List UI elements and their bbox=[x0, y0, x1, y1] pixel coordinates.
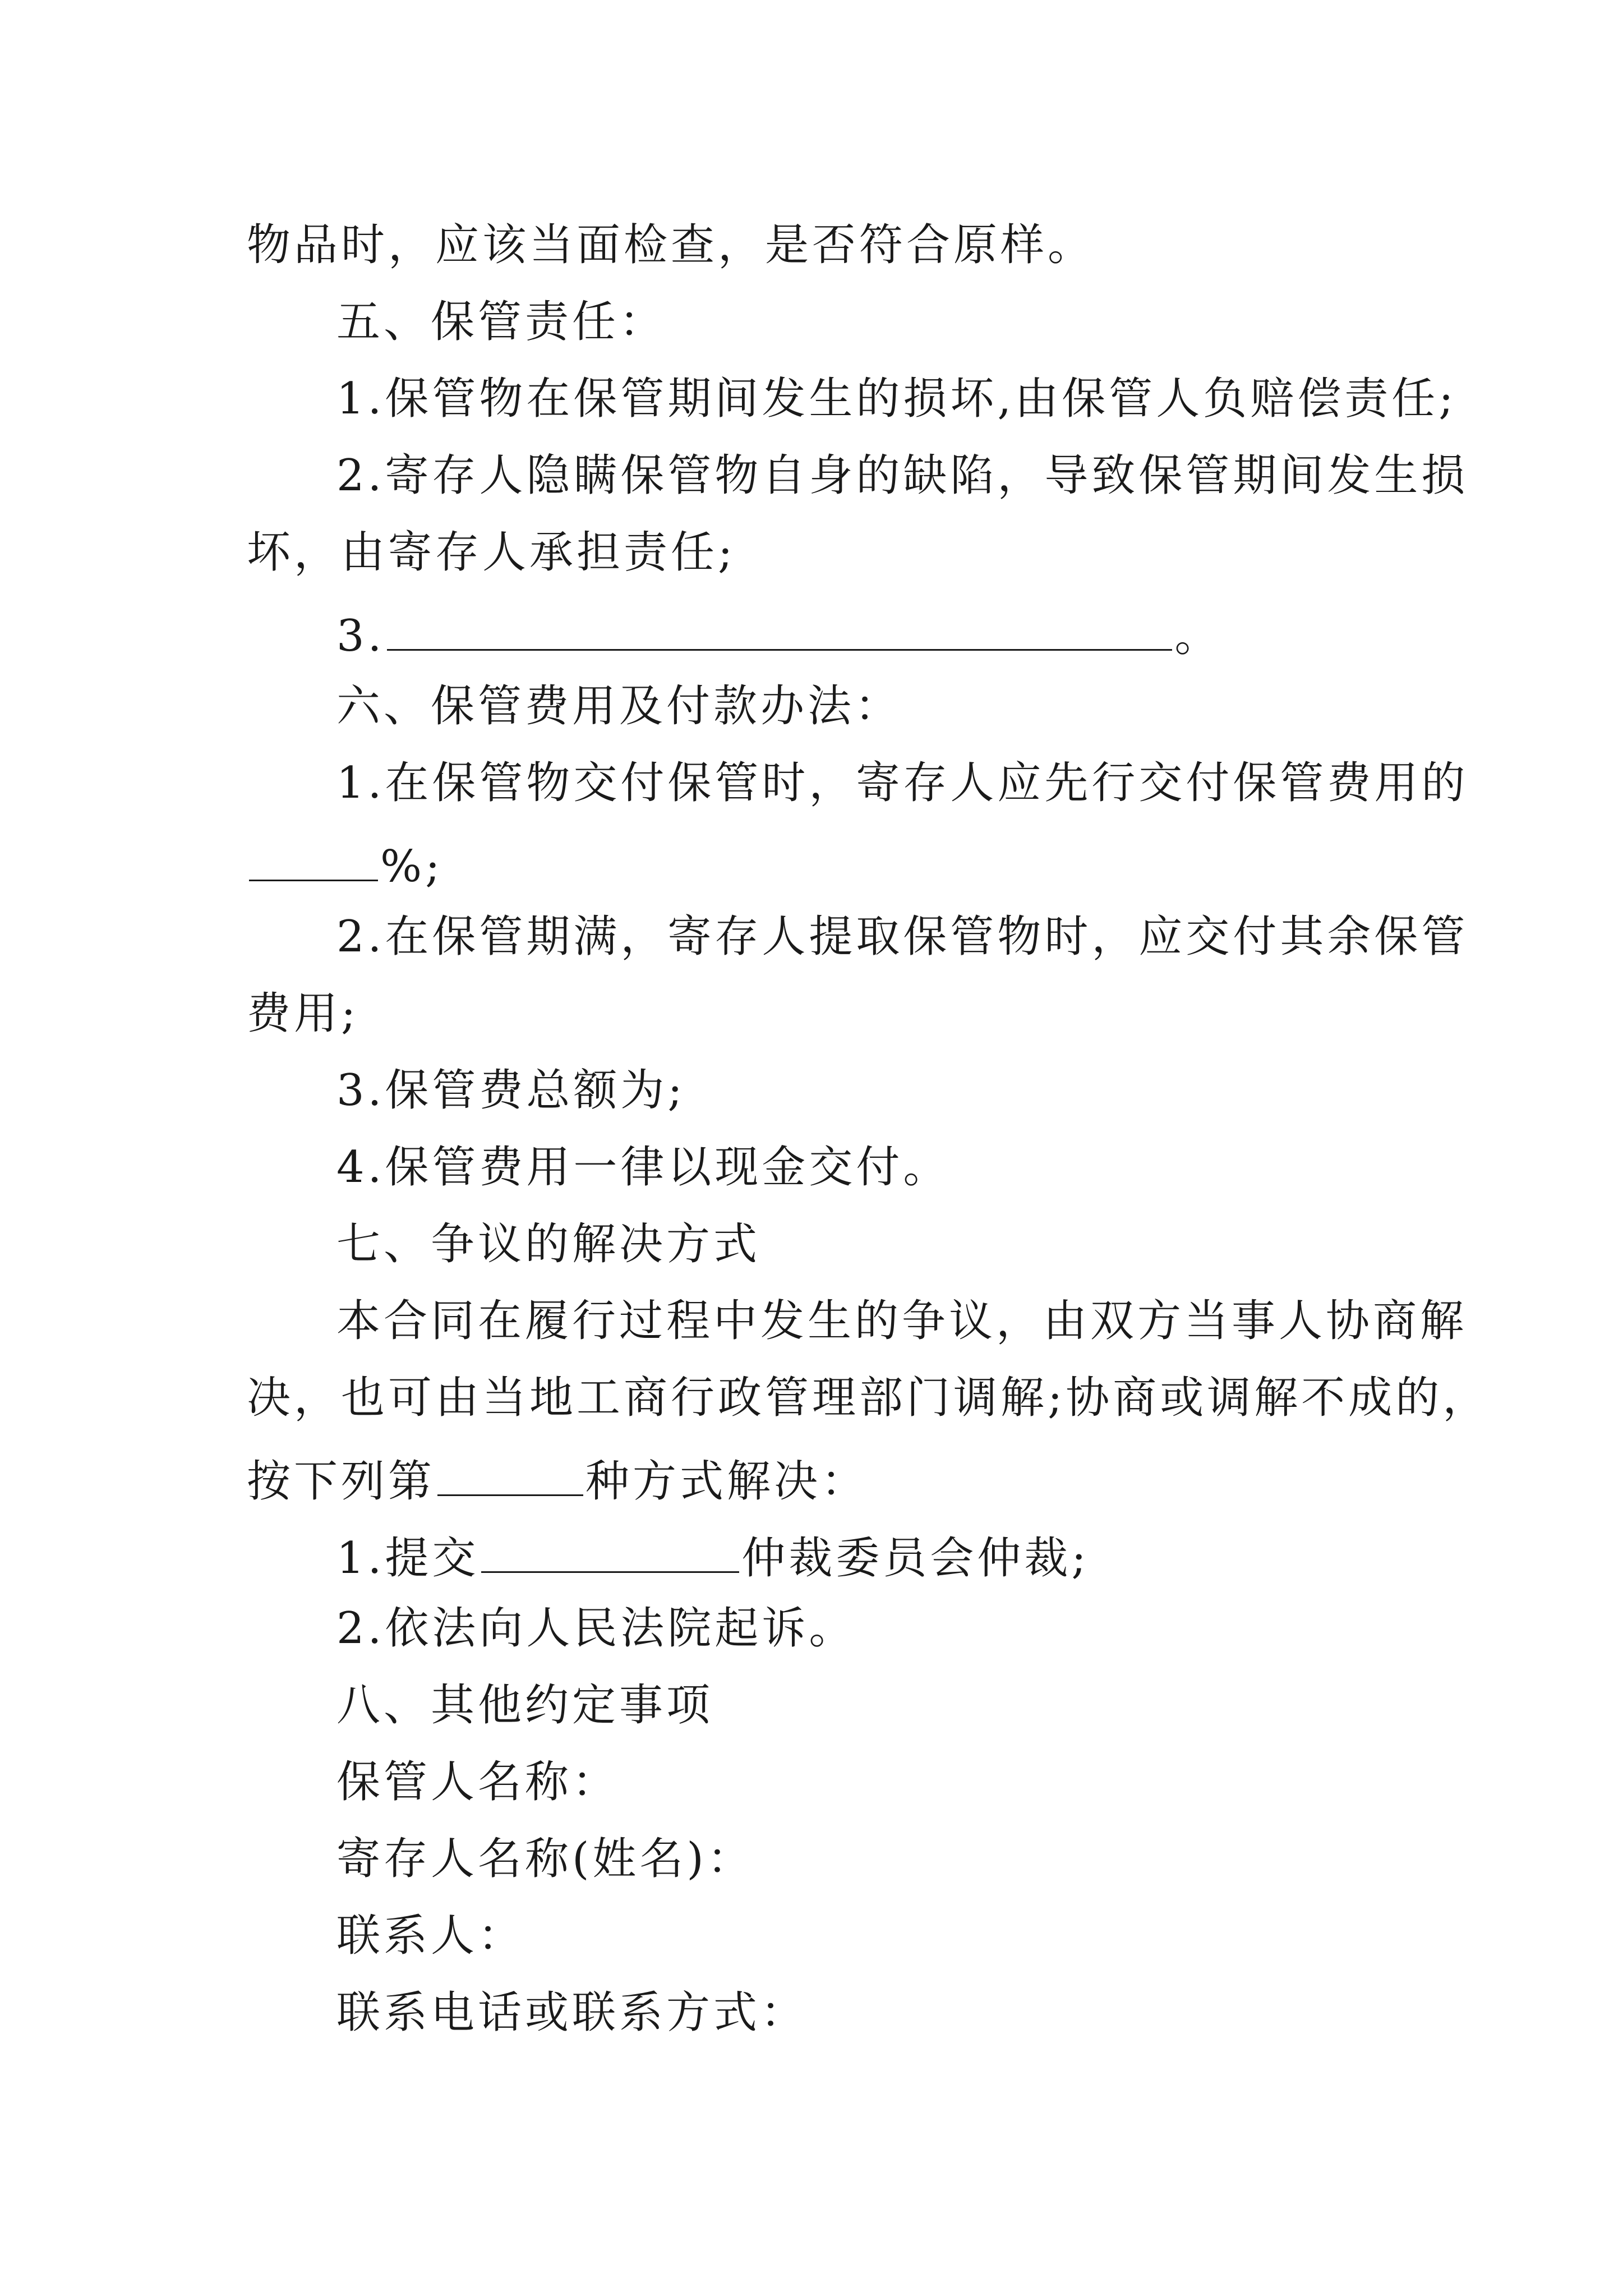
fill-in-blank bbox=[387, 608, 1172, 651]
text-line: 2.寄存人隐瞒保管物自身的缺陷，导致保管期间发生损 bbox=[336, 450, 1469, 501]
text-line: 物品时，应该当面检查，是否符合原样。 bbox=[247, 220, 1095, 270]
text-line: 1.在保管物交付保管时，寄存人应先行交付保管费用的 bbox=[336, 758, 1469, 808]
text-line: 4.保管费用一律以现金交付。 bbox=[336, 1142, 951, 1193]
fill-in-blank bbox=[437, 1453, 583, 1496]
text-line bbox=[336, 608, 1222, 661]
section-heading: 七、争议的解决方式 bbox=[336, 1219, 761, 1269]
text-line: 保管人名称： bbox=[336, 1757, 620, 1807]
percent-text: %; bbox=[380, 841, 444, 892]
text-line: 坏，由寄存人承担责任; bbox=[247, 527, 736, 578]
text-fragment: 1.提交 bbox=[336, 1533, 479, 1584]
text-line: 2.依法向人民法院起诉。 bbox=[336, 1603, 856, 1654]
text-line: 联系人： bbox=[336, 1911, 525, 1961]
text-line bbox=[247, 1453, 869, 1507]
text-line: 联系电话或联系方式： bbox=[336, 1987, 808, 2038]
text-line: 1.保管物在保管期间发生的损坏,由保管人负赔偿责任; bbox=[336, 374, 1457, 424]
punctuation: 。 bbox=[1174, 611, 1222, 661]
fill-in-blank bbox=[249, 838, 378, 881]
text-fragment: 按下列第 bbox=[247, 1456, 436, 1507]
section-heading: 五、保管责任： bbox=[336, 297, 667, 347]
fill-in-blank bbox=[481, 1530, 739, 1573]
text-line: 2.在保管期满，寄存人提取保管物时，应交付其余保管 bbox=[336, 912, 1469, 962]
text-line: 3.保管费总额为; bbox=[336, 1065, 686, 1116]
section-heading: 六、保管费用及付款办法： bbox=[336, 681, 902, 731]
text-line: 本合同在履行过程中发生的争议，由双方当事人协商解 bbox=[336, 1296, 1468, 1346]
text-line bbox=[247, 838, 444, 892]
text-fragment: 种方式解决： bbox=[585, 1456, 869, 1507]
list-number: 3. bbox=[336, 611, 385, 661]
text-line: 决，也可由当地工商行政管理部门调解;协商或调解不成的， bbox=[247, 1373, 1490, 1423]
section-heading: 八、其他约定事项 bbox=[336, 1680, 714, 1731]
text-line bbox=[336, 1530, 1090, 1584]
text-line: 费用; bbox=[247, 988, 359, 1039]
text-line: 寄存人名称(姓名)： bbox=[336, 1834, 754, 1884]
text-fragment: 仲裁委员会仲裁; bbox=[741, 1533, 1090, 1584]
